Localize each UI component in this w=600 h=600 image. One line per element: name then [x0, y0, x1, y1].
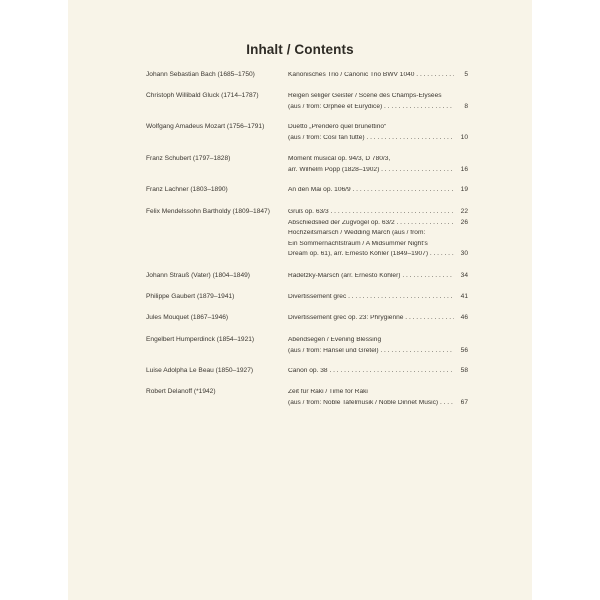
work-title: Kanonisches Trio / Canonic Trio BWV 1040 . . . [288, 72, 454, 79]
composer-name: Franz Schubert (1797–1828) [146, 155, 231, 162]
work-title: Divertissement grec . . . [288, 294, 454, 301]
composer-name: Jules Mouquet (1867–1946) [146, 314, 229, 321]
composer-name: Christoph Willibald Gluck (1714–1787) [146, 92, 259, 99]
work-line [288, 315, 468, 326]
work-title: Canon op. 38 . . . [288, 368, 454, 375]
composer-name: Philippe Gaubert (1879–1941) [146, 293, 235, 300]
page-number: 41 [460, 293, 468, 300]
work-list [288, 156, 468, 177]
work-title: Hochzeitsmarsch / Wedding March (aus / from: [288, 230, 426, 236]
work-list [288, 337, 468, 358]
page-title: Inhalt / Contents [246, 42, 354, 57]
page-number: 58 [460, 367, 468, 374]
work-line [288, 72, 468, 83]
work-title: Zeit für Raki / Time for Raki [288, 389, 368, 395]
work-line [288, 389, 468, 400]
page-number: 46 [460, 314, 468, 321]
work-line [288, 368, 468, 379]
work-title: (aus / from: Noble Tafelmusik / Noble Dinnet Music) . . . [288, 400, 454, 407]
composer-name: Felix Mendelssohn Bartholdy (1809–1847) [146, 208, 270, 215]
work-title: Moment musical op. 94/3, D 780/3, [288, 156, 391, 162]
work-title: Radetzky-Marsch (arr. Ernesto Köhler) . . . [288, 273, 454, 280]
work-line [288, 241, 468, 252]
page-number: 22 [460, 208, 468, 215]
composer-name: Robert Delanoff (*1942) [146, 388, 216, 395]
work-list [288, 124, 468, 145]
composer-name: Franz Lachner (1803–1890) [146, 186, 228, 193]
work-line [288, 400, 468, 411]
work-title: An den Mai op. 106/9 . . . [288, 187, 454, 194]
work-title: arr. Wilhelm Popp (1828–1902) . . . [288, 167, 454, 174]
work-title: Ein Sommernachtstraum / A Midsummer Night's [288, 240, 428, 247]
work-title: Divertissement grec op. 23: Phrygienne . . . [288, 315, 454, 322]
composer-name: Engelbert Humperdinck (1854–1921) [146, 336, 255, 343]
work-title: Duetto „Prenderò quel brunettino“ [288, 124, 387, 130]
work-title: (aus / from: Così fan tutte) . . . [288, 135, 454, 142]
page-number: 30 [460, 250, 468, 257]
work-list [288, 93, 468, 114]
work-list [288, 209, 468, 262]
work-line [288, 348, 468, 359]
work-title: Abschiedslied der Zugvögel op. 63/2 . . . [288, 220, 454, 227]
work-list [288, 368, 468, 379]
composer-name: Johann Sebastian Bach (1685–1750) [146, 71, 255, 78]
work-line [288, 135, 468, 146]
page-number: 34 [460, 272, 468, 279]
contents-page [68, 0, 532, 600]
composer-name: Johann Strauß (Vater) (1804–1849) [146, 272, 250, 279]
work-line [288, 251, 468, 262]
work-line [288, 187, 468, 198]
work-line [288, 167, 468, 178]
page-number: 5 [464, 71, 468, 78]
work-title: Abendsegen / Evening Blessing [288, 337, 382, 343]
page-number: 67 [460, 398, 468, 406]
work-list [288, 187, 468, 198]
page-number: 8 [464, 102, 468, 110]
work-line [288, 209, 468, 220]
work-list [288, 315, 468, 326]
work-title: Gruß op. 63/3 . . . [288, 209, 454, 216]
work-line [288, 104, 468, 115]
work-title: (aus / from: Hänsel und Gretel) . . . [288, 348, 454, 355]
work-title: (aus / from: Orphée et Eurydice) . . . [288, 104, 454, 111]
work-list [288, 389, 468, 410]
work-line [288, 124, 468, 135]
work-list [288, 294, 468, 305]
work-line [288, 230, 468, 241]
composer-name: Luise Adolpha Le Beau (1850–1927) [146, 367, 254, 374]
work-line [288, 273, 468, 284]
work-title: Dream op. 61), arr. Ernesto Köhler (1849–1907) . . . [288, 251, 454, 258]
work-line [288, 337, 468, 348]
page-number: 16 [460, 165, 468, 173]
page-number: 56 [460, 346, 468, 354]
work-line [288, 294, 468, 305]
work-line [288, 220, 468, 231]
page-number: 10 [460, 133, 468, 141]
work-list [288, 72, 468, 83]
work-list [288, 273, 468, 284]
work-line [288, 156, 468, 167]
work-title: Reigen seliger Geister / Scène des Champs-Élysées [288, 93, 442, 99]
work-line [288, 93, 468, 104]
page-number: 19 [460, 186, 468, 193]
page-number: 26 [460, 218, 468, 226]
composer-name: Wolfgang Amadeus Mozart (1756–1791) [146, 123, 265, 130]
